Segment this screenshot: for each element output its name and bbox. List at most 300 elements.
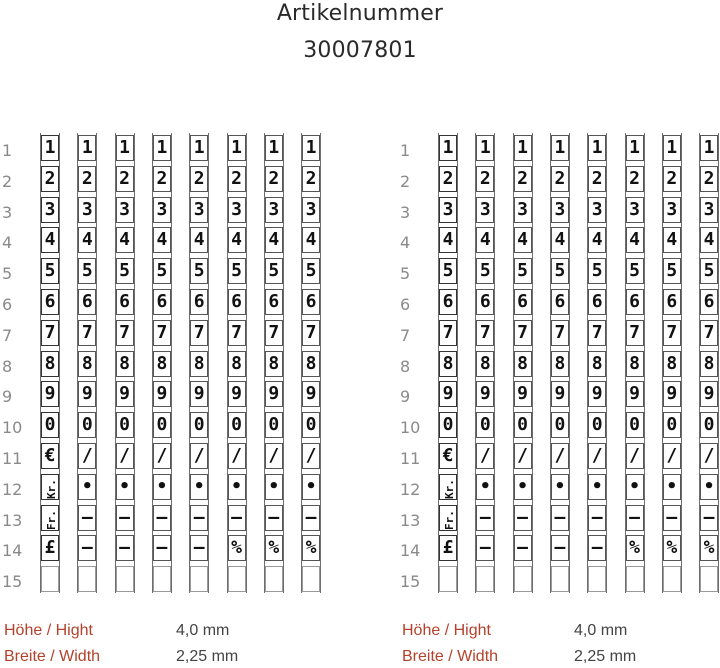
row-number: 15 xyxy=(400,572,421,592)
band-character-label: 3 xyxy=(193,198,205,220)
band-character-label: 9 xyxy=(554,383,566,405)
width-value-right: 2,25 mm xyxy=(574,648,637,665)
band-character xyxy=(302,166,320,192)
band-character xyxy=(439,566,457,592)
band-character-label: 4 xyxy=(268,229,280,251)
band-character-label: 5 xyxy=(268,260,280,282)
article-number: 30007801 xyxy=(303,38,417,63)
band-character xyxy=(626,320,644,346)
band-character xyxy=(153,412,171,438)
band-character xyxy=(153,166,171,192)
band-character xyxy=(228,166,246,192)
band-character xyxy=(588,535,606,561)
band-character-label: 2 xyxy=(81,167,93,189)
band-character-label: 9 xyxy=(442,383,454,405)
band-character-label: 6 xyxy=(81,291,93,312)
band-character-label: 3 xyxy=(591,198,603,220)
band-character xyxy=(78,289,96,315)
band-character xyxy=(663,289,681,315)
band-character xyxy=(265,474,283,500)
band-character-label: – xyxy=(591,506,603,528)
band-character xyxy=(476,474,494,500)
row-number: 7 xyxy=(2,325,13,345)
band-character xyxy=(476,535,494,561)
band-character xyxy=(439,351,457,377)
band-character-label: / xyxy=(703,445,715,466)
band-character-label: 7 xyxy=(703,321,715,343)
band-character-label: 2 xyxy=(591,167,603,189)
band-character-label: 9 xyxy=(231,383,242,405)
band-character-label: 5 xyxy=(44,260,56,282)
band-character xyxy=(78,258,96,284)
band-character xyxy=(265,320,283,346)
band-character-label: 2 xyxy=(305,167,317,189)
band-character-label: 4 xyxy=(44,229,56,251)
band-character xyxy=(439,443,457,469)
band-character-label: – xyxy=(629,506,640,528)
row-number: 5 xyxy=(2,264,13,284)
band-character xyxy=(78,351,96,377)
band-character xyxy=(302,505,320,531)
band-character xyxy=(41,166,59,192)
band-character-label: 5 xyxy=(479,260,491,282)
band-character xyxy=(626,412,644,438)
band-character-label: 1 xyxy=(119,137,131,158)
band-character-label: • xyxy=(268,475,280,497)
band-character-label: 6 xyxy=(44,291,56,312)
band-character xyxy=(41,320,59,346)
band-character-label: 9 xyxy=(591,383,603,405)
band-character xyxy=(153,258,171,284)
band-character-label: 0 xyxy=(156,414,168,436)
band-character xyxy=(153,474,171,500)
band-character xyxy=(551,289,569,315)
band-character xyxy=(302,412,320,438)
row-number: 11 xyxy=(400,449,421,468)
band-character xyxy=(265,166,283,192)
page-title: Artikelnummer xyxy=(276,1,444,26)
band-character xyxy=(153,227,171,253)
band-character xyxy=(265,351,283,377)
band-character-label: 2 xyxy=(666,167,678,189)
band-character xyxy=(476,197,494,223)
band-character xyxy=(302,443,320,469)
band-character-label: 6 xyxy=(119,291,131,312)
band-character-label: Kr. xyxy=(44,478,58,499)
band-character-label: 1 xyxy=(442,137,454,158)
band-character xyxy=(116,351,134,377)
band-character xyxy=(153,381,171,407)
band-character-label: 1 xyxy=(44,137,56,158)
band-character xyxy=(116,535,134,561)
band-character xyxy=(700,320,718,346)
row-number: 3 xyxy=(400,202,411,222)
band-character xyxy=(588,505,606,531)
band-character-label: • xyxy=(517,475,529,497)
band-character-label: 6 xyxy=(517,291,529,312)
band-character-label: 4 xyxy=(119,229,131,251)
band-character xyxy=(663,412,681,438)
row-number: 14 xyxy=(2,541,23,561)
band-character-label: / xyxy=(517,445,529,466)
band-character xyxy=(476,566,494,592)
band-character xyxy=(116,412,134,438)
band-character-label: 7 xyxy=(517,321,529,343)
band-character xyxy=(663,166,681,192)
band-character xyxy=(626,381,644,407)
band-character-label: 2 xyxy=(629,167,640,189)
band-character-label: • xyxy=(156,475,168,497)
band-character xyxy=(439,166,457,192)
band-character-label: 1 xyxy=(193,137,205,158)
band-character xyxy=(78,227,96,253)
band-character xyxy=(190,197,208,223)
band-character-label: % xyxy=(268,537,280,559)
band-character xyxy=(190,443,208,469)
band-character xyxy=(439,535,457,561)
band-character-label: 9 xyxy=(479,383,491,405)
band-character xyxy=(439,258,457,284)
band-character xyxy=(190,535,208,561)
band-character-label: 4 xyxy=(81,229,93,251)
band-character xyxy=(116,135,134,161)
band-character xyxy=(190,289,208,315)
band-character-label: 2 xyxy=(119,167,131,189)
band-character-label: 5 xyxy=(119,260,131,282)
band-character xyxy=(302,566,320,592)
band-character xyxy=(476,443,494,469)
band-character xyxy=(78,505,96,531)
band-character xyxy=(700,289,718,315)
band-character xyxy=(626,166,644,192)
band-character xyxy=(190,258,208,284)
band-character-label: • xyxy=(305,475,317,497)
band-character xyxy=(588,381,606,407)
band-character-label: 4 xyxy=(442,229,454,251)
band-character-label: 6 xyxy=(666,291,678,312)
band-character-label: 4 xyxy=(629,229,640,251)
band-character-label: 2 xyxy=(268,167,280,189)
band-character-label: / xyxy=(268,445,280,466)
band-character-label: 7 xyxy=(629,321,640,343)
band-character xyxy=(514,351,532,377)
band-character-label: 7 xyxy=(479,321,491,343)
band-character-label: 6 xyxy=(268,291,280,312)
band-character xyxy=(41,351,59,377)
row-number: 9 xyxy=(400,387,411,407)
band-character-label: 3 xyxy=(268,198,280,220)
band-character-label: 3 xyxy=(305,198,317,220)
band-character xyxy=(78,412,96,438)
stamp-panel-right xyxy=(400,133,720,603)
band-character xyxy=(302,135,320,161)
band-character xyxy=(663,258,681,284)
band-character-label: 1 xyxy=(591,137,603,158)
band-character-label: 6 xyxy=(554,291,566,312)
band-character-label: 8 xyxy=(703,352,715,374)
band-character xyxy=(439,289,457,315)
row-number: 9 xyxy=(2,387,13,407)
height-value-right: 4,0 mm xyxy=(574,622,628,639)
band-character xyxy=(700,535,718,561)
band-character xyxy=(302,289,320,315)
band-character-label: 4 xyxy=(703,229,715,251)
band-character xyxy=(41,412,59,438)
band-character-label: 8 xyxy=(442,352,454,374)
band-character-label: Kr. xyxy=(442,478,456,499)
band-character xyxy=(588,289,606,315)
band-character-label: • xyxy=(479,475,491,497)
band-character-label: 2 xyxy=(231,167,242,189)
band-character-label: – xyxy=(156,537,168,559)
band-character xyxy=(302,381,320,407)
band-character xyxy=(153,289,171,315)
band-character-label: 8 xyxy=(554,352,566,374)
band-character-label: 9 xyxy=(193,383,205,405)
row-number: 13 xyxy=(2,510,23,530)
band-character-label: 5 xyxy=(666,260,678,282)
band-character-label: 0 xyxy=(554,414,566,436)
band-character xyxy=(588,320,606,346)
band-character-label: / xyxy=(119,445,131,466)
band-character-label: 0 xyxy=(591,414,603,436)
band-character-label: 5 xyxy=(517,260,529,282)
band-character-label: 1 xyxy=(231,137,242,158)
band-character xyxy=(588,566,606,592)
band-character xyxy=(116,166,134,192)
band-character xyxy=(228,566,246,592)
band-character-label: 8 xyxy=(156,352,168,374)
row-number: 10 xyxy=(400,418,421,438)
band-character xyxy=(439,474,457,500)
band-character-label: 3 xyxy=(156,198,168,220)
band-character-label: 0 xyxy=(666,414,678,436)
band-character xyxy=(700,166,718,192)
band-character-label: % xyxy=(305,537,317,559)
band-character xyxy=(265,443,283,469)
band-character xyxy=(78,535,96,561)
width-value: 2,25 mm xyxy=(176,648,239,665)
band-character-label: 6 xyxy=(703,291,715,312)
band-character xyxy=(228,197,246,223)
band-character xyxy=(116,227,134,253)
band-character-label: / xyxy=(231,445,242,466)
band-character-label: 8 xyxy=(591,352,603,374)
band-character-label: 4 xyxy=(305,229,317,251)
band-character-label: 5 xyxy=(442,260,454,282)
band-character xyxy=(190,474,208,500)
band-character xyxy=(302,535,320,561)
band-character-label: 2 xyxy=(703,167,715,189)
band-character-label: 3 xyxy=(554,198,566,220)
band-character xyxy=(439,320,457,346)
band-character-label: 8 xyxy=(629,352,640,374)
band-character-label: 3 xyxy=(666,198,678,220)
band-character xyxy=(514,381,532,407)
band-character-label: 9 xyxy=(268,383,280,405)
band-character xyxy=(228,412,246,438)
band-character xyxy=(476,320,494,346)
band-character-label: 5 xyxy=(629,260,640,282)
band-character-label: 8 xyxy=(119,352,131,374)
band-character xyxy=(190,505,208,531)
band-character xyxy=(41,566,59,592)
row-number: 6 xyxy=(400,295,411,314)
band-character-label: 0 xyxy=(517,414,529,436)
band-character xyxy=(663,135,681,161)
band-character xyxy=(476,166,494,192)
band-character xyxy=(626,474,644,500)
band-character-label: 0 xyxy=(305,414,317,436)
band-character xyxy=(588,197,606,223)
band-character-label: – xyxy=(193,506,205,528)
band-character xyxy=(228,227,246,253)
row-number: 1 xyxy=(2,141,13,160)
band-character-label: 4 xyxy=(517,229,529,251)
band-character xyxy=(190,412,208,438)
band-character xyxy=(476,351,494,377)
band-character xyxy=(663,505,681,531)
band-character-label: 1 xyxy=(156,137,168,158)
band-character xyxy=(700,474,718,500)
band-character xyxy=(41,258,59,284)
band-character xyxy=(153,197,171,223)
band-character xyxy=(228,289,246,315)
band-character xyxy=(700,351,718,377)
band-character xyxy=(588,474,606,500)
band-character-label: • xyxy=(666,475,678,497)
band-character-label: 6 xyxy=(193,291,205,312)
band-character-label: 5 xyxy=(156,260,168,282)
band-character-label: 8 xyxy=(81,352,93,374)
band-character-label: – xyxy=(305,506,317,528)
band-character xyxy=(228,443,246,469)
band-character xyxy=(78,474,96,500)
band-character xyxy=(228,535,246,561)
row-number: 14 xyxy=(400,541,421,561)
band-character-label: 7 xyxy=(81,321,93,343)
band-character-label: – xyxy=(666,506,678,528)
band-character xyxy=(514,566,532,592)
row-number: 12 xyxy=(2,479,23,499)
band-character-label: • xyxy=(231,475,242,497)
band-character-label: 6 xyxy=(479,291,491,312)
band-character-label: / xyxy=(81,445,93,466)
band-character-label: % xyxy=(666,537,678,559)
band-character-label: – xyxy=(554,537,566,559)
band-character xyxy=(663,227,681,253)
band-character xyxy=(190,320,208,346)
band-character xyxy=(700,443,718,469)
band-character xyxy=(551,443,569,469)
row-number: 12 xyxy=(400,479,421,499)
band-character xyxy=(476,289,494,315)
row-number: 4 xyxy=(400,233,411,253)
band-character-label: • xyxy=(591,475,603,497)
band-character xyxy=(626,351,644,377)
band-character xyxy=(41,474,59,500)
band-character-label: – xyxy=(119,537,131,559)
band-character xyxy=(439,505,457,531)
band-character-label: 8 xyxy=(231,352,242,374)
band-character xyxy=(514,320,532,346)
band-character-label: 6 xyxy=(305,291,317,312)
band-character-label: 3 xyxy=(479,198,491,220)
band-character xyxy=(78,566,96,592)
height-value: 4,0 mm xyxy=(176,622,230,639)
band-character-label: 0 xyxy=(479,414,491,436)
band-character-label: 0 xyxy=(268,414,280,436)
band-character xyxy=(551,505,569,531)
row-number: 10 xyxy=(2,418,23,438)
band-character-label: – xyxy=(479,506,491,528)
band-character xyxy=(41,289,59,315)
band-character xyxy=(228,381,246,407)
row-number: 4 xyxy=(2,233,13,253)
band-character-label: Fr. xyxy=(44,509,58,530)
band-character xyxy=(476,135,494,161)
band-character xyxy=(228,505,246,531)
band-character xyxy=(116,197,134,223)
band-character xyxy=(78,135,96,161)
band-character-label: 5 xyxy=(81,260,93,282)
band-character-label: 0 xyxy=(703,414,715,436)
band-character xyxy=(626,505,644,531)
band-character-label: 9 xyxy=(517,383,529,405)
band-character xyxy=(663,381,681,407)
band-character-label: 4 xyxy=(554,229,566,251)
band-character-label: 3 xyxy=(44,198,56,220)
band-character xyxy=(116,381,134,407)
band-character xyxy=(41,227,59,253)
band-character xyxy=(78,166,96,192)
band-character xyxy=(551,135,569,161)
band-character-label: 8 xyxy=(479,352,491,374)
band-character xyxy=(153,135,171,161)
band-character xyxy=(190,135,208,161)
band-character xyxy=(41,505,59,531)
band-character-label: 8 xyxy=(44,352,56,374)
band-character xyxy=(41,535,59,561)
band-character xyxy=(551,474,569,500)
band-character-label: 9 xyxy=(156,383,168,405)
band-character xyxy=(626,443,644,469)
band-character-label: – xyxy=(119,506,131,528)
band-character xyxy=(116,566,134,592)
band-character xyxy=(588,258,606,284)
band-character xyxy=(514,505,532,531)
band-character-label: – xyxy=(591,537,603,559)
band-character xyxy=(265,135,283,161)
band-character xyxy=(78,381,96,407)
band-character xyxy=(439,227,457,253)
band-character xyxy=(116,289,134,315)
band-character-label: 6 xyxy=(442,291,454,312)
band-character-label: 2 xyxy=(193,167,205,189)
band-character xyxy=(476,258,494,284)
band-character-label: 0 xyxy=(193,414,205,436)
band-character xyxy=(476,381,494,407)
band-character xyxy=(588,351,606,377)
band-character-label: 3 xyxy=(703,198,715,220)
band-character-label: – xyxy=(517,537,529,559)
row-number: 11 xyxy=(2,449,23,468)
band-character-label: 9 xyxy=(305,383,317,405)
band-character xyxy=(302,258,320,284)
band-character-label: £ xyxy=(44,537,56,559)
band-character-label: 8 xyxy=(305,352,317,374)
band-character-label: 1 xyxy=(703,137,715,158)
